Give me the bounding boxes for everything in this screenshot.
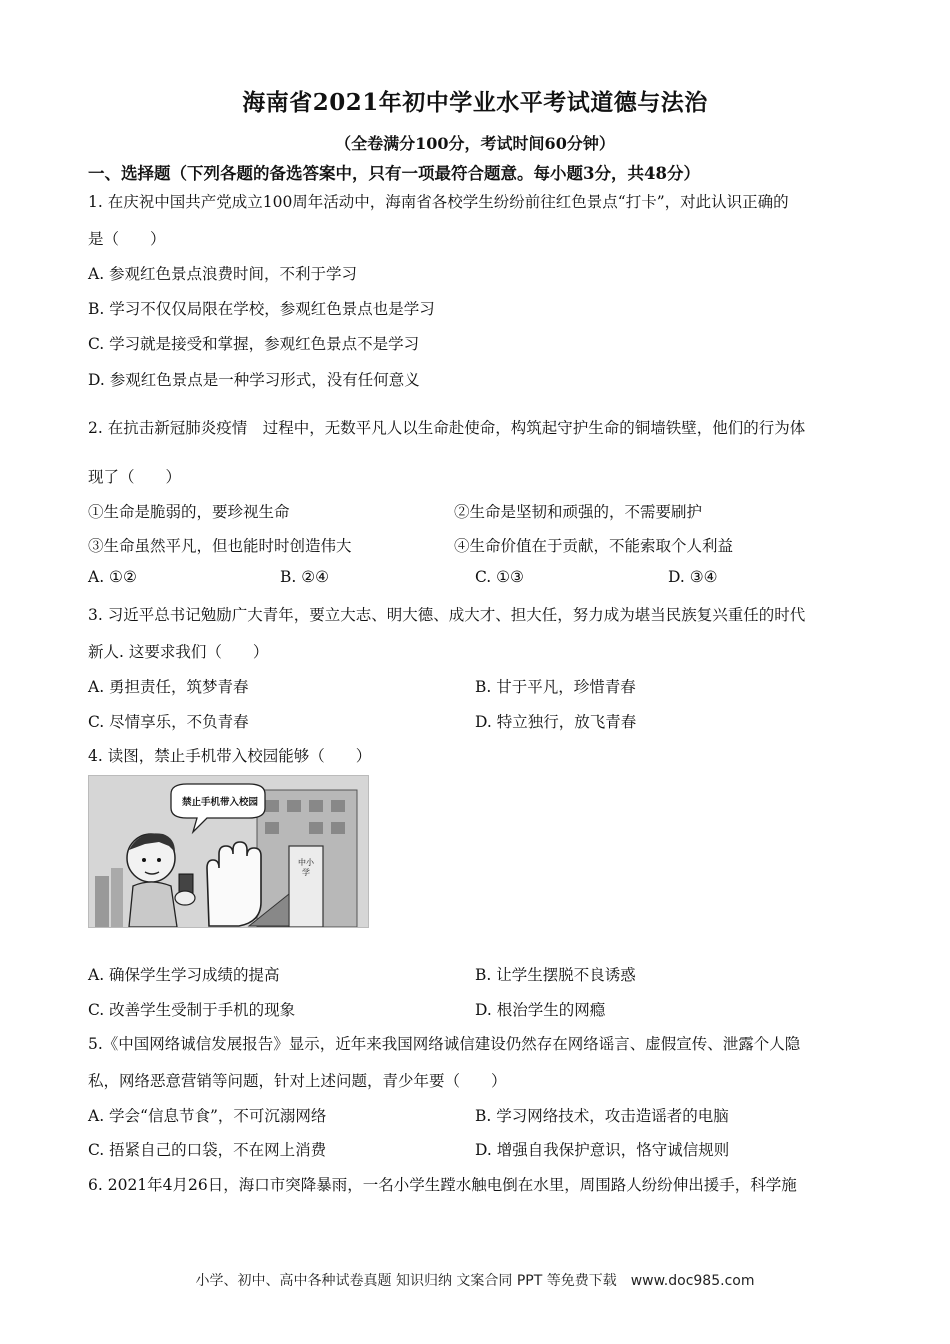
q2-statement-1: ①生命是脆弱的，要珍视生命 [88, 503, 290, 521]
exam-subtitle: （全卷满分100分，考试时间60分钟） [335, 134, 615, 153]
q4-cartoon-image [88, 775, 369, 928]
q5-option-d: D. 增强自我保护意识，恪守诚信规则 [475, 1141, 730, 1159]
q2-option-c: C. ①③ [475, 568, 524, 586]
q1-option-d: D. 参观红色景点是一种学习形式，没有任何意义 [88, 371, 420, 389]
q4-stem: 4. 读图，禁止手机带入校园能够（ ） [88, 747, 372, 765]
q3-option-b: B. 甘于平凡，珍惜青春 [475, 678, 636, 696]
q1-option-c: C. 学习就是接受和掌握，参观红色景点不是学习 [88, 335, 420, 353]
exam-title: 海南省2021年初中学业水平考试道德与法治 [242, 89, 708, 116]
q2-statement-4: ④生命价值在于贡献，不能索取个人利益 [454, 537, 734, 555]
q4-option-b: B. 让学生摆脱不良诱惑 [475, 966, 636, 984]
q5-option-c: C. 捂紧自己的口袋，不在网上消费 [88, 1141, 327, 1159]
q3-stem-line1: 3. 习近平总书记勉励广大青年，要立大志、明大德、成大才、担大任，努力成为堪当民族复兴重任的时代 [88, 606, 806, 624]
q2-stem-line1: 2. 在抗击新冠肺炎疫情 过程中，无数平凡人以生命赴使命，构筑起守护生命的铜墙铁壁，他们的行为体 [88, 419, 806, 437]
q3-stem-line2: 新人. 这要求我们（ ） [88, 643, 269, 661]
q5-stem-line1: 5.《中国网络诚信发展报告》显示，近年来我国网络诚信建设仍然存在网络谣言、虚假宣传、泄露个人隐 [88, 1035, 801, 1053]
q3-option-a: A. 勇担责任，筑梦青春 [88, 678, 249, 696]
q4-option-c: C. 改善学生受制于手机的现象 [88, 1001, 296, 1019]
q2-option-a: A. ①② [88, 568, 137, 586]
q1-stem-line1: 1. 在庆祝中国共产党成立100周年活动中，海南省各校学生纷纷前往红色景点“打卡”，对此认识正确的 [88, 193, 789, 211]
q1-stem-line2: 是（ ） [88, 230, 166, 248]
q1-option-b: B. 学习不仅仅局限在学校，参观红色景点也是学习 [88, 300, 435, 318]
q4-cartoon-sign: 禁止手机带入校园 [181, 797, 258, 808]
q4-option-d: D. 根治学生的网瘾 [475, 1001, 606, 1019]
q2-option-d: D. ③④ [668, 568, 718, 586]
q2-statement-3: ③生命虽然平凡，但也能时时创造伟大 [88, 537, 352, 555]
q2-stem-line2: 现了（ ） [88, 468, 182, 486]
page-footer: 小学、初中、高中各种试卷真题 知识归纳 文案合同 PPT 等免费下载 www.doc985.com [195, 1273, 755, 1289]
q5-option-a: A. 学会“信息节食”，不可沉溺网络 [88, 1107, 327, 1125]
q1-option-a: A. 参观红色景点浪费时间，不利于学习 [88, 265, 358, 283]
q5-option-b: B. 学习网络技术，攻击造谣者的电脑 [475, 1107, 729, 1125]
q4-option-a: A. 确保学生学习成绩的提高 [88, 966, 280, 984]
q2-statement-2: ②生命是坚韧和顽强的，不需要刷护 [454, 503, 703, 521]
q3-option-c: C. 尽情享乐，不负青春 [88, 713, 249, 731]
q6-stem-line1: 6. 2021年4月26日，海口市突降暴雨，一名小学生蹚水触电倒在水里，周围路人纷纷伸出援手，科学施 [88, 1176, 797, 1194]
section-heading: 一、选择题（下列各题的备选答案中，只有一项最符合题意。每小题3分，共48分） [88, 164, 700, 183]
q2-option-b: B. ②④ [280, 568, 330, 586]
q4-cartoon-gate-label: 中小学 [298, 858, 314, 877]
q3-option-d: D. 特立独行，放飞青春 [475, 713, 637, 731]
q5-stem-line2: 私，网络恶意营销等问题，针对上述问题，青少年要（ ） [88, 1072, 507, 1090]
